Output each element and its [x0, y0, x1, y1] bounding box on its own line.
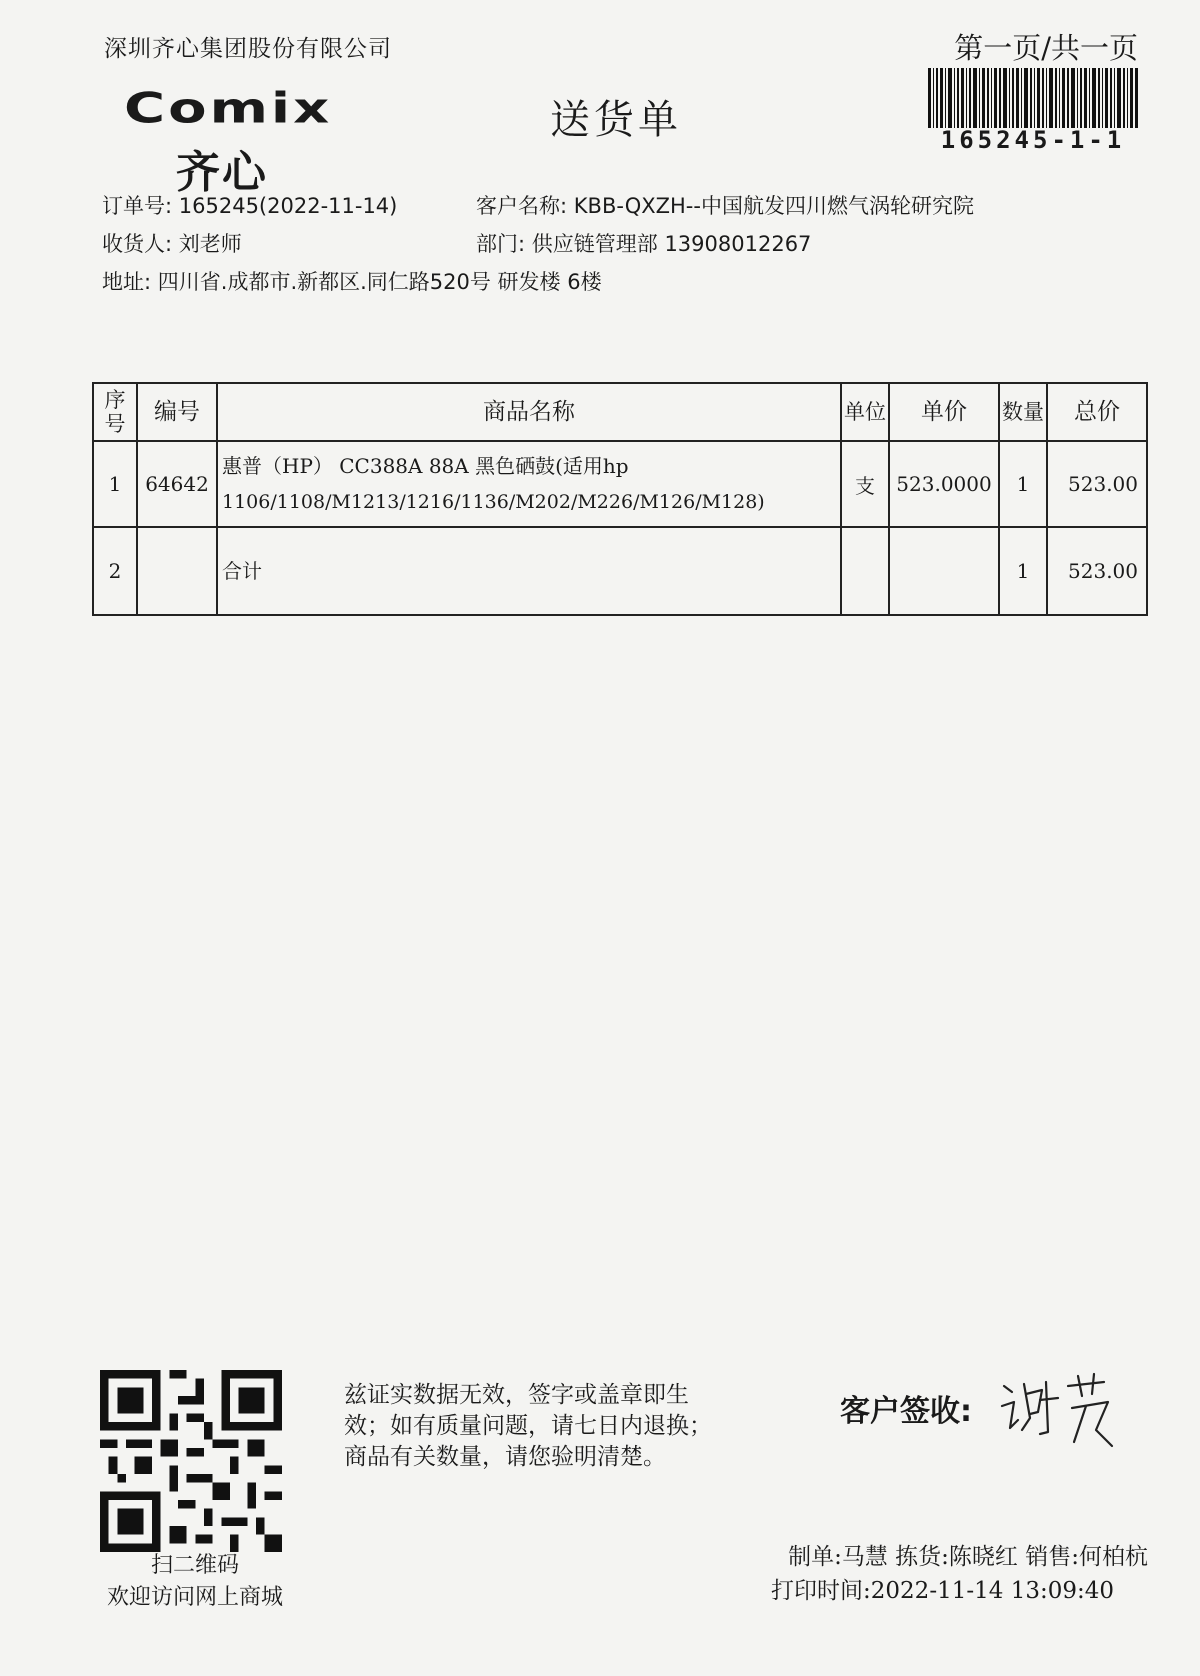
address-label: 地址: [102, 270, 152, 294]
note-line1: 兹证实数据无效，签字或盖章即生 [344, 1382, 689, 1408]
header-total: 总价 [1047, 383, 1147, 441]
receiver-value: 刘老师 [178, 232, 242, 256]
header-price: 单价 [889, 383, 999, 441]
customer-value: KBB-QXZH--中国航发四川燃气涡轮研究院 [573, 194, 974, 218]
cell-unit [841, 527, 889, 615]
comix-logo: Comix [124, 84, 333, 133]
qixin-logo: 齐心 [176, 147, 268, 198]
page-indicator: 第一页/共一页 [954, 31, 1138, 65]
cell-name: 合计 [217, 527, 841, 615]
order-value: 165245(2022-11-14) [178, 194, 398, 218]
table-header-row [93, 383, 1147, 441]
qr-caption-line1: 扫二维码 [150, 1553, 239, 1578]
customer-label: 客户名称: [476, 194, 568, 218]
order-number [102, 190, 397, 220]
cell-seq: 2 [93, 527, 137, 615]
items-table [92, 382, 1148, 616]
qr-code-icon [100, 1370, 282, 1552]
cell-price: 523.0000 [889, 441, 999, 527]
barcode-icon [928, 68, 1138, 128]
cell-qty: 1 [999, 441, 1047, 527]
cell-name [217, 441, 841, 527]
signature-mark [1000, 1372, 1120, 1452]
barcode-number: 165245-1-1 [940, 126, 1126, 154]
department [476, 228, 811, 258]
print-time: 打印时间:2022-11-14 13:09:40 [771, 1578, 1114, 1604]
cell-code [137, 527, 217, 615]
header-code: 编号 [137, 383, 217, 441]
cell-total: 523.00 [1047, 441, 1147, 527]
address-value: 四川省.成都市.新都区.同仁路520号 研发楼 6楼 [157, 270, 602, 294]
disclaimer-note [344, 1380, 764, 1473]
customer-name [476, 190, 974, 220]
note-line3: 商品有关数量，请您验明清楚。 [344, 1444, 666, 1470]
cell-code: 64642 [137, 441, 217, 527]
company-name: 深圳齐心集团股份有限公司 [104, 36, 392, 62]
customer-sign-label: 客户签收: [840, 1394, 972, 1429]
receiver [102, 228, 242, 258]
staff-info: 制单:马慧 拣货:陈晓红 销售:何柏杭 [788, 1544, 1148, 1570]
qr-caption-line2: 欢迎访问网上商城 [106, 1585, 283, 1610]
cell-qty: 1 [999, 527, 1047, 615]
qr-caption [80, 1550, 310, 1614]
header-seq: 序号 [93, 383, 137, 441]
table-row [93, 441, 1147, 527]
header-name: 商品名称 [217, 383, 841, 441]
note-line2: 效；如有质量问题，请七日内退换； [344, 1413, 712, 1439]
cell-total: 523.00 [1047, 527, 1147, 615]
order-label: 订单号: [102, 194, 173, 218]
table-row [93, 527, 1147, 615]
cell-name-line1: 惠普（HP） CC388A 88A 黑色硒鼓(适用hp [222, 454, 629, 478]
document-title: 送货单 [550, 97, 682, 143]
receiver-label: 收货人: [102, 232, 173, 256]
header-qty: 数量 [999, 383, 1047, 441]
dept-value: 供应链管理部 13908012267 [531, 232, 812, 256]
address [102, 266, 602, 296]
cell-seq: 1 [93, 441, 137, 527]
header-unit: 单位 [841, 383, 889, 441]
cell-price [889, 527, 999, 615]
cell-unit: 支 [841, 441, 889, 527]
dept-label: 部门: [476, 232, 526, 256]
cell-name-line2: 1106/1108/M1213/1216/1136/M202/M226/M126/M128) [222, 491, 765, 513]
